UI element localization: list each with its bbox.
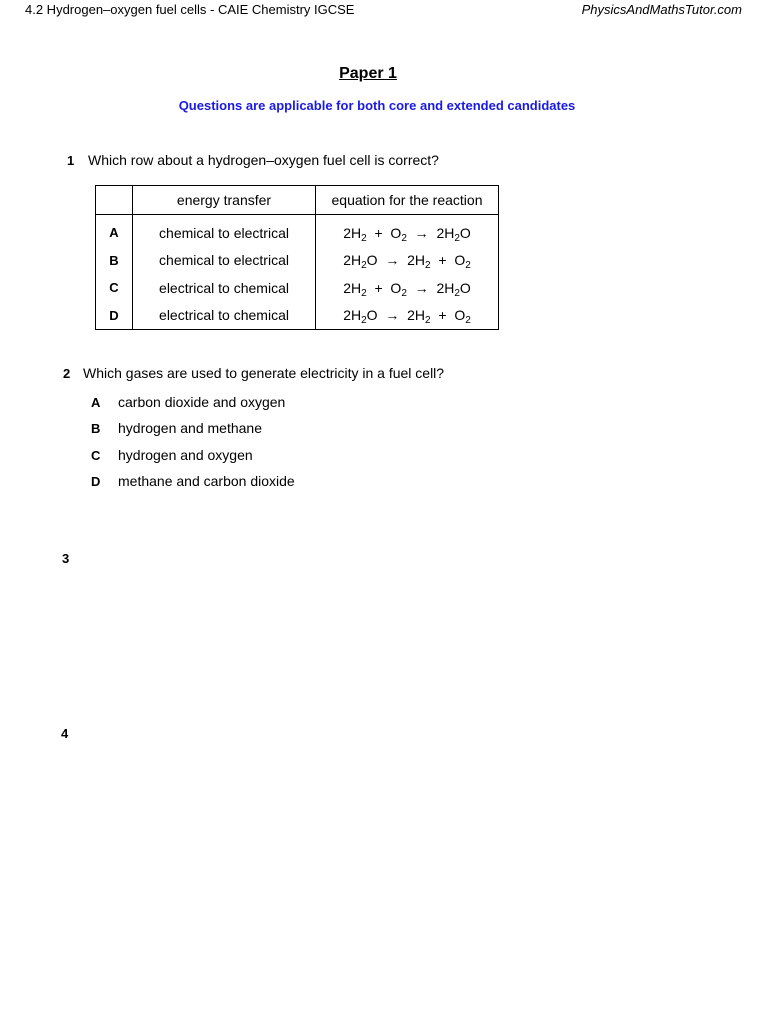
q1-row-equation: $2H_2 + O_2 \to 2H_2O$: [316, 274, 499, 302]
q1-row-d: [96, 302, 499, 330]
q1-row-b: [96, 247, 499, 275]
q4-number: 4: [61, 726, 69, 741]
q2-option-d: [91, 473, 295, 489]
q2-option-letter: D: [91, 474, 101, 489]
q2-option-letter: B: [91, 421, 101, 436]
q1-row-letter: C: [96, 274, 133, 302]
q1-row-c: [96, 274, 499, 302]
q2-option-text: hydrogen and oxygen: [118, 447, 253, 463]
q1-row-energy: electrical to chemical: [133, 274, 316, 302]
q2-option-text: carbon dioxide and oxygen: [118, 394, 286, 410]
q3-number: 3: [62, 551, 70, 566]
q1-row-energy: chemical to electrical: [133, 215, 316, 247]
header-right: PhysicsAndMathsTutor.com: [581, 2, 742, 17]
q2-option-letter: C: [91, 448, 101, 463]
q2-text: Which gases are used to generate electricity in a fuel cell?: [83, 365, 445, 381]
header-left: 4.2 Hydrogen–oxygen fuel cells - CAIE Chemistry IGCSE: [25, 2, 355, 17]
q1-row-a: [96, 215, 499, 247]
q1-row-letter: A: [96, 215, 133, 247]
q1-table: [95, 185, 499, 330]
q2-number: 2: [63, 366, 71, 381]
page-title: Paper 1: [339, 65, 397, 82]
q1-row-energy: electrical to chemical: [133, 302, 316, 330]
q1-table-body: [96, 215, 499, 330]
q2-option-c: [91, 447, 253, 463]
q1-row-letter: B: [96, 247, 133, 275]
q2-option-text: methane and carbon dioxide: [118, 473, 295, 489]
q1-row-equation: $2H_2O \to 2H_2 + O_2$: [316, 247, 499, 275]
q1-number: 1: [67, 153, 75, 168]
q2-option-letter: A: [91, 395, 101, 410]
page-subtitle: Questions are applicable for both core and extended candidates: [178, 98, 576, 113]
q1-row-letter: D: [96, 302, 133, 330]
q2-option-a: [91, 394, 286, 410]
q1-col-equation: equation for the reaction: [316, 186, 499, 215]
q1-row-energy: chemical to electrical: [133, 247, 316, 275]
q1-text: Which row about a hydrogen–oxygen fuel cell is correct?: [88, 152, 439, 168]
q1-row-equation: $2H_2O \to 2H_2 + O_2$: [316, 302, 499, 330]
q1-header-blank: [96, 186, 133, 215]
q2-option-b: [91, 420, 262, 436]
q1-row-equation: $2H_2 + O_2 \to 2H_2O$: [316, 215, 499, 247]
q2-option-text: hydrogen and methane: [118, 420, 262, 436]
q1-col-energy: energy transfer: [133, 186, 316, 215]
